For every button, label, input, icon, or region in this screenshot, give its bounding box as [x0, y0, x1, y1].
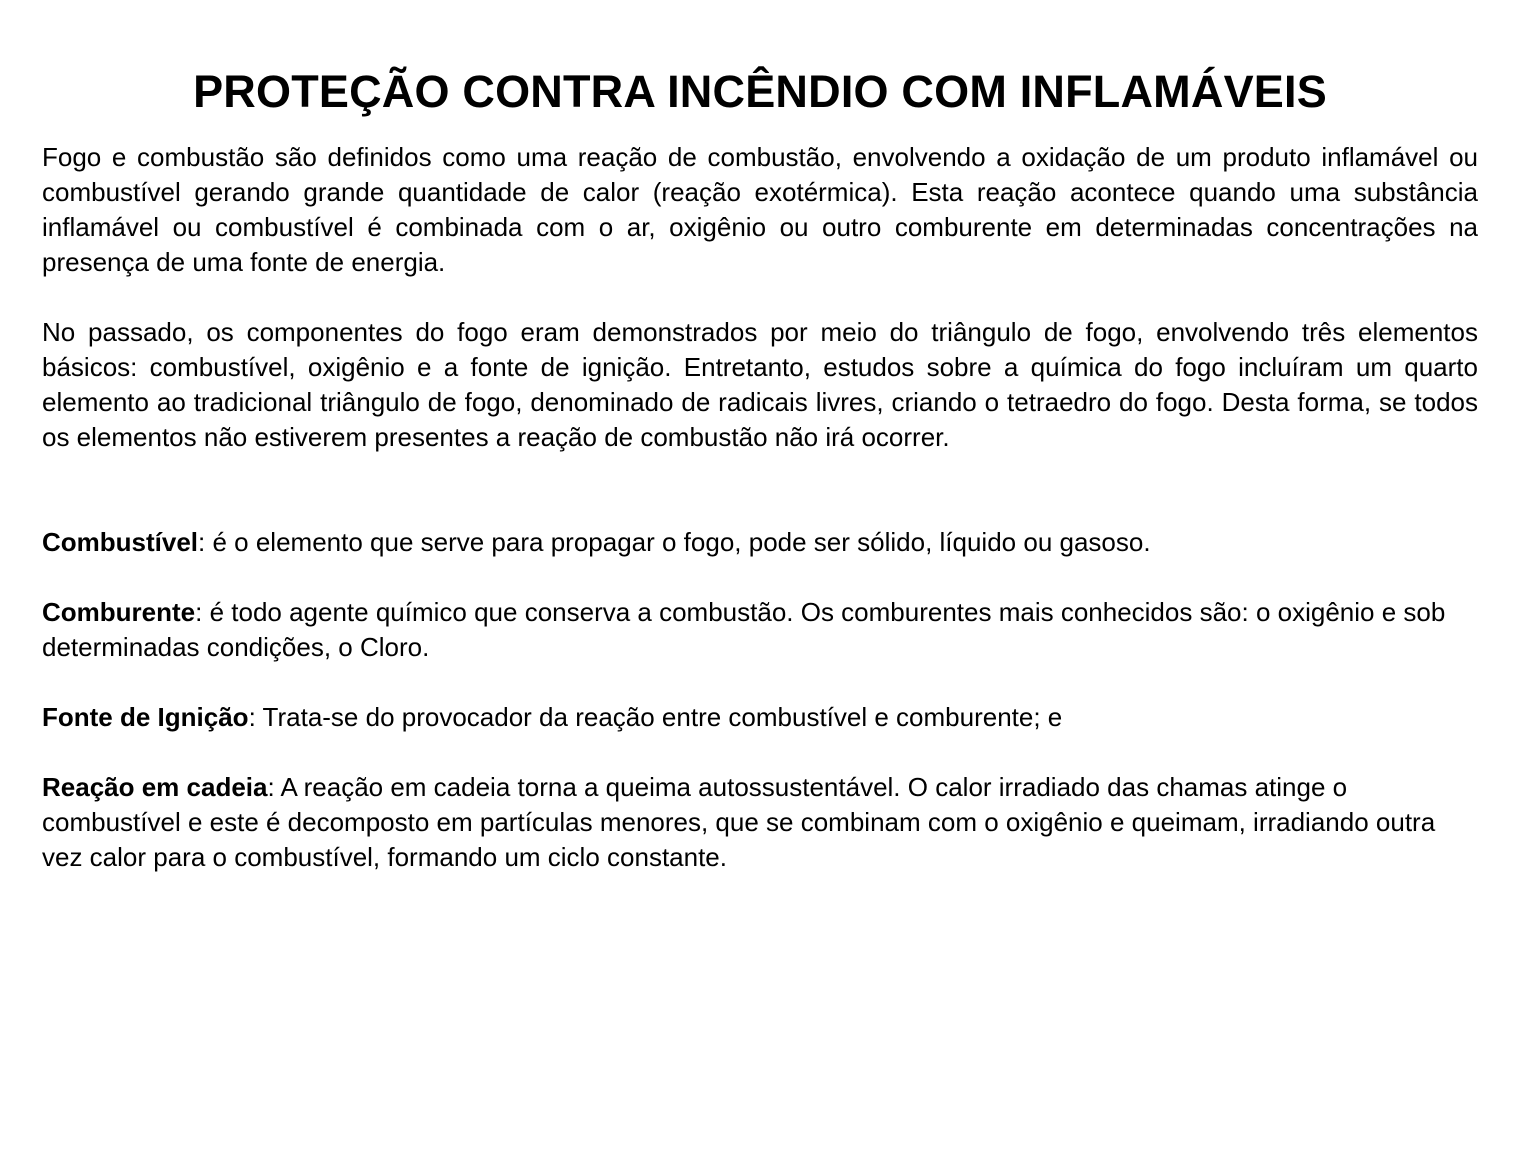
- definition-reacao-em-cadeia: [42, 770, 1478, 875]
- definition-text: : Trata-se do provocador da reação entre combustível e comburente; e: [248, 702, 1063, 732]
- definition-text: : é o elemento que serve para propagar o fogo, pode ser sólido, líquido ou gasoso.: [198, 527, 1151, 557]
- definition-fonte-de-ignicao: [42, 700, 1478, 735]
- definition-text: : A reação em cadeia torna a queima autossustentável. O calor irradiado das chamas atinge o combustível e este é decomposto em partículas menores, que se combinam com o oxigênio e queimam, irradiando outra vez calor para o combustível, formando um ciclo constante.: [42, 772, 1436, 872]
- document-page: [42, 0, 1478, 875]
- definition-text: : é todo agente químico que conserva a combustão. Os comburentes mais conhecidos são: o oxigênio e sob determinadas condições, o Cloro.: [42, 597, 1446, 662]
- paragraph-fire-definition: Fogo e combustão são definidos como uma reação de combustão, envolvendo a oxidação de um produto inflamável ou combustível gerando grande quantidade de calor (reação exotérmica). Esta reação acontece quando uma substância inflamável ou combustível é combinada com o ar, oxigênio ou outro comburente em determinadas concentrações na presença de uma fonte de energia.: [42, 142, 1478, 277]
- page-title: PROTEÇÃO CONTRA INCÊNDIO COM INFLAMÁVEIS: [193, 66, 1327, 117]
- definition-comburente: [42, 595, 1478, 665]
- definition-term: Combustível: [42, 527, 199, 557]
- definition-combustivel: [42, 525, 1478, 560]
- definition-term: Comburente: [42, 597, 196, 627]
- definition-term: Fonte de Ignição: [42, 702, 249, 732]
- definition-term: Reação em cadeia: [42, 772, 268, 802]
- paragraph-fire-tetrahedron: No passado, os componentes do fogo eram demonstrados por meio do triângulo de fogo, envolvendo três elementos básicos: combustível, oxigênio e a fonte de ignição. Entretanto, estudos sobre a química do fogo incluíram um quarto elemento ao tradicional triângulo de fogo, denominado de radicais livres, criando o tetraedro do fogo. Desta forma, se todos os elementos não estiverem presentes a reação de combustão não irá ocorrer.: [42, 317, 1478, 452]
